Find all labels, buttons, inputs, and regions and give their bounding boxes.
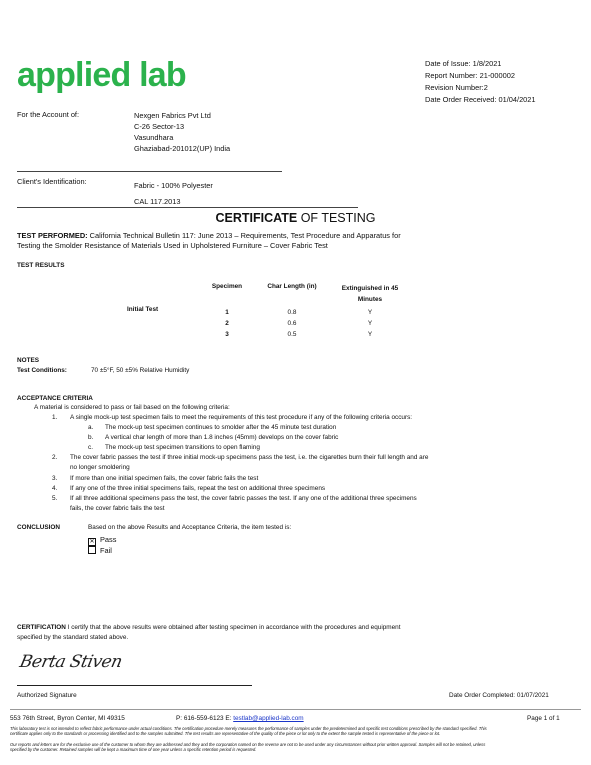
signature-label: Authorized Signature: [17, 692, 77, 699]
test-results-heading: TEST RESULTS: [17, 262, 65, 269]
criterion-text: If all three additional specimens pass the test, the cover fabric passes the test. If any one of the additional three specimens: [70, 495, 417, 502]
test-performed: TEST PERFORMED: California Technical Bulletin 117: June 2013 – Requirements, Test Procedure and Apparatus for Testing the Smolder Resistance of Materials Used in Upholstered Furniture – Cover Fabric Test: [17, 231, 401, 250]
criterion-number: 1.: [52, 414, 58, 421]
acceptance-intro: A material is considered to pass or fail based on the following criteria:: [34, 404, 230, 411]
table-cell: 0.6: [287, 320, 297, 327]
client-label: Client's Identification:: [17, 177, 87, 186]
criterion-text: The mock-up test specimen transitions to open flaming: [105, 444, 260, 451]
client-line: Fabric - 100% Polyester: [134, 181, 213, 190]
criterion-text: If more than one initial specimen fails, the cover fabric fails the test: [70, 475, 259, 482]
acceptance-heading: ACCEPTANCE CRITERIA: [17, 395, 93, 402]
date-of-issue: Date of Issue: 1/8/2021: [425, 59, 502, 68]
table-cell: 1: [225, 309, 229, 316]
initial-test-label: Initial Test: [127, 306, 159, 313]
criterion-letter: c.: [88, 444, 93, 451]
certificate-title: CERTIFICATE OF TESTING: [215, 211, 376, 225]
criterion-text: The cover fabric passes the test if three initial mock-up specimens pass the test, i.e. the cigarettes burn their full length and are: [70, 454, 429, 461]
signature-line: [17, 685, 252, 686]
pass-checkbox: ✕: [89, 539, 95, 545]
table-cell: 0.8: [287, 309, 297, 316]
client-identification: [134, 178, 213, 210]
test-performed-label: TEST PERFORMED:: [17, 231, 88, 240]
signature: Berta Stiven: [17, 652, 124, 672]
table-cell: Y: [367, 331, 373, 338]
extinguished-values: [330, 307, 410, 340]
criterion-text: A vertical char length of more than 1.8 inches (45mm) develops on the cover fabric: [105, 434, 339, 441]
account-line: Ghaziabad-201012(UP) India: [134, 144, 231, 153]
pass-option: [88, 535, 116, 546]
client-line: CAL 117.2013: [134, 197, 181, 206]
criterion-text: no longer smoldering: [70, 464, 130, 471]
divider: [17, 207, 358, 208]
footer-contact: P: 616-559-6123 E: testlab@applied-lab.com: [176, 715, 304, 722]
test-conditions-label: Test Conditions:: [17, 367, 67, 374]
test-conditions-value: 70 ±5°F, 50 ±5% Relative Humidity: [91, 367, 190, 374]
account-line: Nexgen Fabrics Pvt Ltd: [134, 111, 211, 120]
char-length-values: [258, 307, 326, 340]
table-cell: 2: [225, 320, 229, 327]
page-number: Page 1 of 1: [527, 715, 560, 722]
report-meta: [425, 58, 536, 106]
criterion-text: fails, the cover fabric fails the test: [70, 505, 165, 512]
footer-divider: [10, 709, 581, 710]
table-cell: Y: [367, 309, 373, 316]
col-specimen: Specimen: [211, 283, 243, 290]
col-char-length: Char Length (in): [267, 283, 317, 290]
table-cell: Y: [367, 320, 373, 327]
criterion-text: If any one of the three initial specimens fails, repeat the test on additional three specimens: [70, 485, 326, 492]
account-address: [134, 110, 230, 154]
criterion-number: 2.: [52, 454, 58, 461]
criterion-text: The mock-up test specimen continues to smolder after the 45 minute test duration: [105, 424, 337, 431]
email-link[interactable]: testlab@applied-lab.com: [233, 715, 304, 722]
criterion-number: 3.: [52, 475, 58, 482]
criterion-number: 4.: [52, 485, 58, 492]
col-extinguished: Extinguished in 45 Minutes: [341, 285, 399, 303]
certification-label: CERTIFICATION: [17, 624, 66, 631]
fail-label: Fail: [100, 546, 112, 555]
table-cell: 3: [225, 331, 229, 338]
date-order-received: Date Order Received: 01/04/2021: [425, 95, 536, 104]
footer-address: 553 76th Street, Byron Center, MI 49315: [10, 715, 125, 722]
table-cell: 0.5: [287, 331, 297, 338]
pass-label: Pass: [100, 535, 117, 544]
certification-statement: CERTIFICATION I certify that the above results were obtained after testing specimen in accordance with the procedures and equipment specified by the standard stated above.: [17, 624, 401, 641]
disclaimer: Our reports and letters are for the exclusive use of the customer to whom they are addressed and they and the corporation named on the reverse are not to be used under any circumstances without prior written approval. Samples will not be retained, unless specified by the customer. Retained samples will be kept a maximum time of one year unless a specific retention period is requested.: [10, 742, 486, 753]
conclusion-text: Based on the above Results and Acceptance Criteria, the item tested is:: [88, 524, 292, 531]
revision-number: Revision Number:2: [425, 83, 488, 92]
divider: [17, 171, 282, 172]
conclusion-heading: CONCLUSION: [17, 524, 60, 531]
criterion-number: 5.: [52, 495, 58, 502]
fail-option: [88, 546, 112, 555]
account-line: Vasundhara: [134, 133, 174, 142]
report-number: Report Number: 21-000002: [425, 71, 515, 80]
criterion-letter: b.: [88, 434, 94, 441]
disclaimer: This laboratory test is not intended to reflect fabric performance under actual conditions. The certification procedure merely measures the performance of samples under the predetermined and specific test conditions prescribed by the standard specified. This certificate applies only to the standards or processing identified and to the samples submitted. The test results are representative of the quality of the piece or lot only to the extent the sample tested is representative of the piece or lot.: [10, 726, 487, 737]
date-order-completed: Date Order Completed: 01/07/2021: [449, 692, 549, 699]
criterion-text: A single mock-up test specimen fails to meet the requirements of this test procedure if any of the following criteria occurs:: [70, 414, 413, 421]
fail-checkbox: [88, 546, 96, 554]
criterion-letter: a.: [88, 424, 94, 431]
account-label: For the Account of:: [17, 110, 80, 119]
notes-heading: NOTES: [17, 357, 40, 364]
applied-lab-logo: applied lab: [17, 56, 186, 94]
account-line: C-26 Sector-13: [134, 122, 185, 131]
specimen-values: [202, 307, 252, 340]
